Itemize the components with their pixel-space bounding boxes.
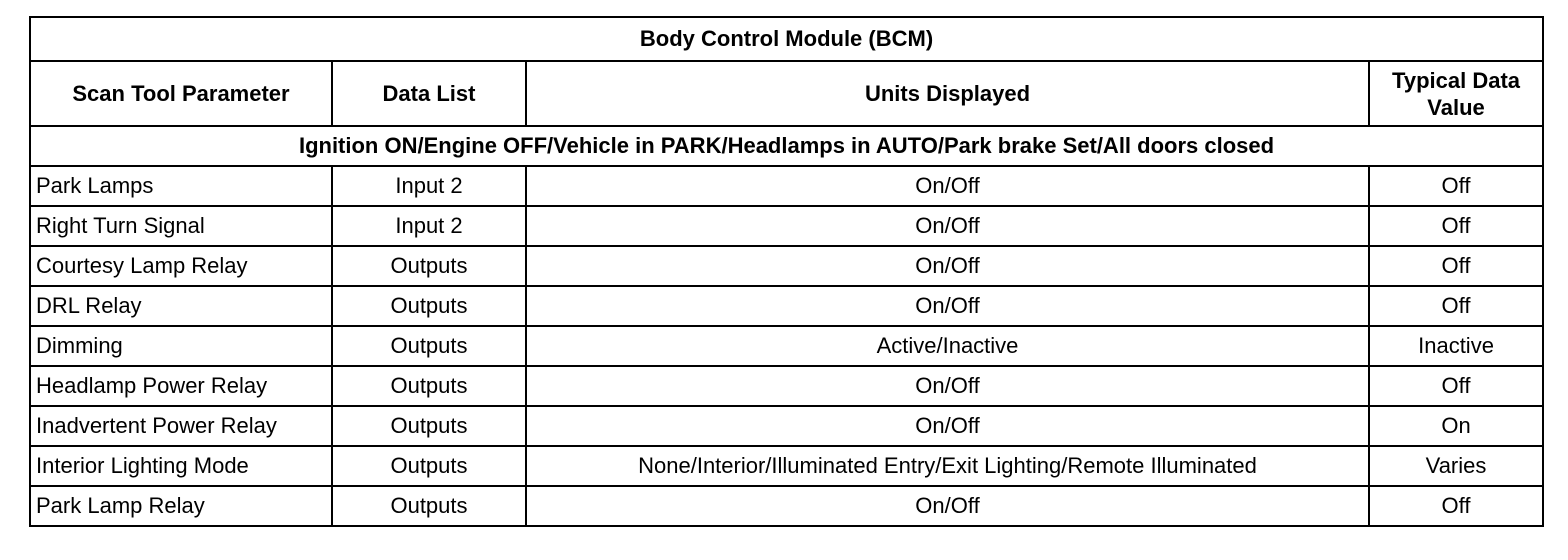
- header-data-list: Data List: [332, 61, 526, 126]
- bcm-data-table: [29, 16, 1544, 527]
- cell-parameter: Dimming: [30, 326, 332, 366]
- table-row: [30, 446, 1543, 486]
- header-scan-tool-parameter: Scan Tool Parameter: [30, 61, 332, 126]
- cell-parameter: Park Lamps: [30, 166, 332, 206]
- cell-typical-value: Off: [1369, 486, 1543, 526]
- cell-data-list: Outputs: [332, 446, 526, 486]
- table-row: [30, 286, 1543, 326]
- cell-parameter: Right Turn Signal: [30, 206, 332, 246]
- cell-units: On/Off: [526, 246, 1369, 286]
- cell-parameter: DRL Relay: [30, 286, 332, 326]
- table-row: [30, 366, 1543, 406]
- cell-units: On/Off: [526, 206, 1369, 246]
- cell-data-list: Outputs: [332, 486, 526, 526]
- table-row: [30, 326, 1543, 366]
- test-condition: Ignition ON/Engine OFF/Vehicle in PARK/Headlamps in AUTO/Park brake Set/All doors closed: [30, 126, 1543, 166]
- cell-typical-value: Off: [1369, 286, 1543, 326]
- cell-units: On/Off: [526, 286, 1369, 326]
- test-condition-row: [30, 126, 1543, 166]
- cell-typical-value: On: [1369, 406, 1543, 446]
- cell-parameter: Headlamp Power Relay: [30, 366, 332, 406]
- table-title: Body Control Module (BCM): [30, 17, 1543, 61]
- table-row: [30, 206, 1543, 246]
- cell-data-list: Input 2: [332, 206, 526, 246]
- cell-units: Active/Inactive: [526, 326, 1369, 366]
- table-header-row: [30, 61, 1543, 126]
- cell-data-list: Outputs: [332, 406, 526, 446]
- header-units-displayed: Units Displayed: [526, 61, 1369, 126]
- cell-data-list: Input 2: [332, 166, 526, 206]
- bcm-data-table-container: [29, 16, 1544, 527]
- cell-parameter: Park Lamp Relay: [30, 486, 332, 526]
- cell-parameter: Courtesy Lamp Relay: [30, 246, 332, 286]
- cell-data-list: Outputs: [332, 326, 526, 366]
- cell-typical-value: Inactive: [1369, 326, 1543, 366]
- header-typical-data-value: Typical Data Value: [1369, 61, 1543, 126]
- cell-typical-value: Off: [1369, 246, 1543, 286]
- cell-typical-value: Off: [1369, 206, 1543, 246]
- cell-units: On/Off: [526, 486, 1369, 526]
- cell-units: On/Off: [526, 406, 1369, 446]
- cell-parameter: Interior Lighting Mode: [30, 446, 332, 486]
- table-body: [30, 166, 1543, 526]
- cell-typical-value: Off: [1369, 166, 1543, 206]
- table-row: [30, 246, 1543, 286]
- table-row: [30, 486, 1543, 526]
- cell-units: On/Off: [526, 166, 1369, 206]
- cell-data-list: Outputs: [332, 366, 526, 406]
- cell-data-list: Outputs: [332, 286, 526, 326]
- cell-units: On/Off: [526, 366, 1369, 406]
- table-title-row: [30, 17, 1543, 61]
- cell-typical-value: Varies: [1369, 446, 1543, 486]
- table-row: [30, 166, 1543, 206]
- cell-data-list: Outputs: [332, 246, 526, 286]
- cell-units: None/Interior/Illuminated Entry/Exit Lighting/Remote Illuminated: [526, 446, 1369, 486]
- table-row: [30, 406, 1543, 446]
- cell-typical-value: Off: [1369, 366, 1543, 406]
- cell-parameter: Inadvertent Power Relay: [30, 406, 332, 446]
